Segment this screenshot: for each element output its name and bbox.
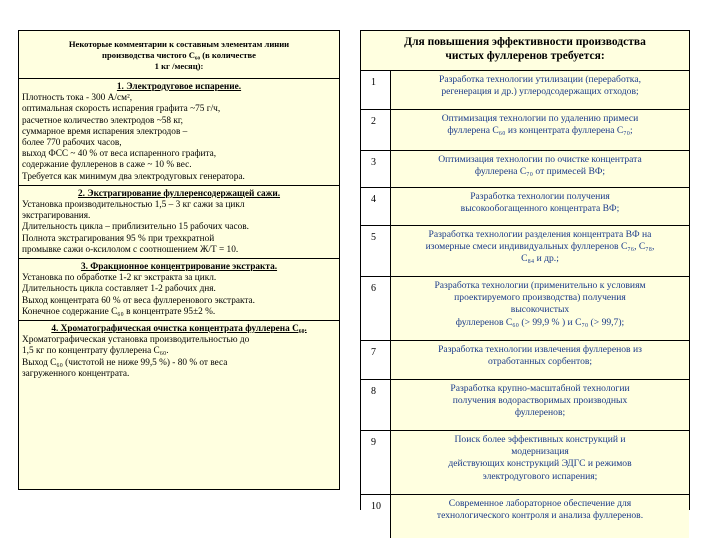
section-title: 4. Хроматографическая очистка концентрата фуллерена C₆₀. <box>51 324 307 335</box>
row-number: 8 <box>361 380 391 430</box>
row-text: Оптимизация технологии по удалению примеси фуллерена C₆₀ из концентрата фуллерена C₇₀; <box>391 110 689 150</box>
row-text: Оптимизация технологии по очистке концентрата фуллерена C₇₀ от примесей ВФ; <box>391 151 689 187</box>
row-number: 3 <box>361 151 391 187</box>
section-fractional-concentration: 3. Фракционное концентрирование экстракта. Установка по обработке 1-2 кг экстракта за цикл. Длительность цикла составляет 1-2 рабочих дня. Выход концентрата 60 % от веса фуллеренового экстракта. Конечное содержание C₆₀ в концентрате 95±2 %. <box>19 258 339 320</box>
row-number: 7 <box>361 341 391 379</box>
comments-panel <box>18 30 340 490</box>
row-text: Разработка технологии получения высокообогащенного концентрата ВФ; <box>391 188 689 225</box>
row-number: 10 <box>361 495 391 538</box>
row-number: 9 <box>361 431 391 494</box>
row-number: 6 <box>361 277 391 340</box>
table-row <box>361 341 689 380</box>
section-title: 3. Фракционное концентрирование экстракта. <box>80 262 278 273</box>
row-text: Разработка технологии разделения концентрата ВФ на изомерные смеси индивидуальных фуллеренов C₇₆, C₇₈, C₈₄ и др.; <box>391 226 689 276</box>
section-title: 1. Электродуговое испарение. <box>116 82 242 92</box>
comments-intro: Некоторые комментарии к составным элементам линии производства чистого C₆₀ (в количестве 1 кг /месяц): <box>68 39 290 71</box>
section-chromatography: 4. Хроматографическая очистка концентрата фуллерена C₆₀. Хроматографическая установка производительностью до 1,5 кг по концентрату фуллерена C₆₀. Выход C₆₀ (чистотой не ниже 99,5 %) - 80 % от веса загруженного концентрата. <box>19 320 339 382</box>
row-number: 2 <box>361 110 391 150</box>
requirements-header: Для повышения эффективности производства чистых фуллеренов требуется: <box>361 31 689 71</box>
row-text: Поиск более эффективных конструкций и модернизация действующих конструкций ЭДГС и режимов электродугового испарения; <box>391 431 689 494</box>
row-number: 4 <box>361 188 391 225</box>
row-number: 1 <box>361 71 391 109</box>
section-title: 2. Экстрагирование фуллеренсодержащей сажи. <box>77 188 281 199</box>
table-row <box>361 110 689 151</box>
table-row <box>361 431 689 495</box>
requirements-table <box>360 30 690 522</box>
row-number: 5 <box>361 226 391 276</box>
table-row <box>361 380 689 431</box>
table-row <box>361 151 689 188</box>
row-text: Разработка технологии извлечения фуллеренов из отработанных сорбентов; <box>391 341 689 379</box>
section-arc-evaporation: 1. Электродуговое испарение. Плотность тока - 300 А/см², оптимальная скорость испарения графита ~75 г/ч, расчетное количество электродов ~58 кг, суммарное время испарения электродов – более 770 рабочих часов, выход ФСС ~ 40 % от веса испаренного графита, содержание фуллеренов в саже ~ 10 % вес. Требуется как минимум два электродуговых генератора. <box>19 78 339 185</box>
table-row <box>361 226 689 277</box>
row-text: Разработка технологии (применительно к условиям проектируемого производства) получения высокочистых фуллеренов C₆₀ (> 99,9 % ) и C₇₀ (> 99,7); <box>391 277 689 340</box>
table-row <box>361 495 689 538</box>
row-text: Разработка технологии утилизации (переработка, регенерация и др.) углеродсодержащих отходов; <box>391 71 689 109</box>
table-row <box>361 71 689 110</box>
section-extraction: 2. Экстрагирование фуллеренсодержащей сажи. Установка производительностью 1,5 – 3 кг сажи за цикл экстрагирования. Длительность цикла – приблизительно 15 рабочих часов. Полнота экстрагирования 95 % при трехкратной промывке сажи о-ксилолом с соотношением Ж/Т = 10. <box>19 185 339 258</box>
row-text: Современное лабораторное обеспечение для технологического контроля и анализа фуллеренов. <box>391 495 689 538</box>
row-text: Разработка крупно-масштабной технологии получения водорастворимых производных фуллеренов; <box>391 380 689 430</box>
table-row <box>361 188 689 226</box>
table-row <box>361 277 689 341</box>
